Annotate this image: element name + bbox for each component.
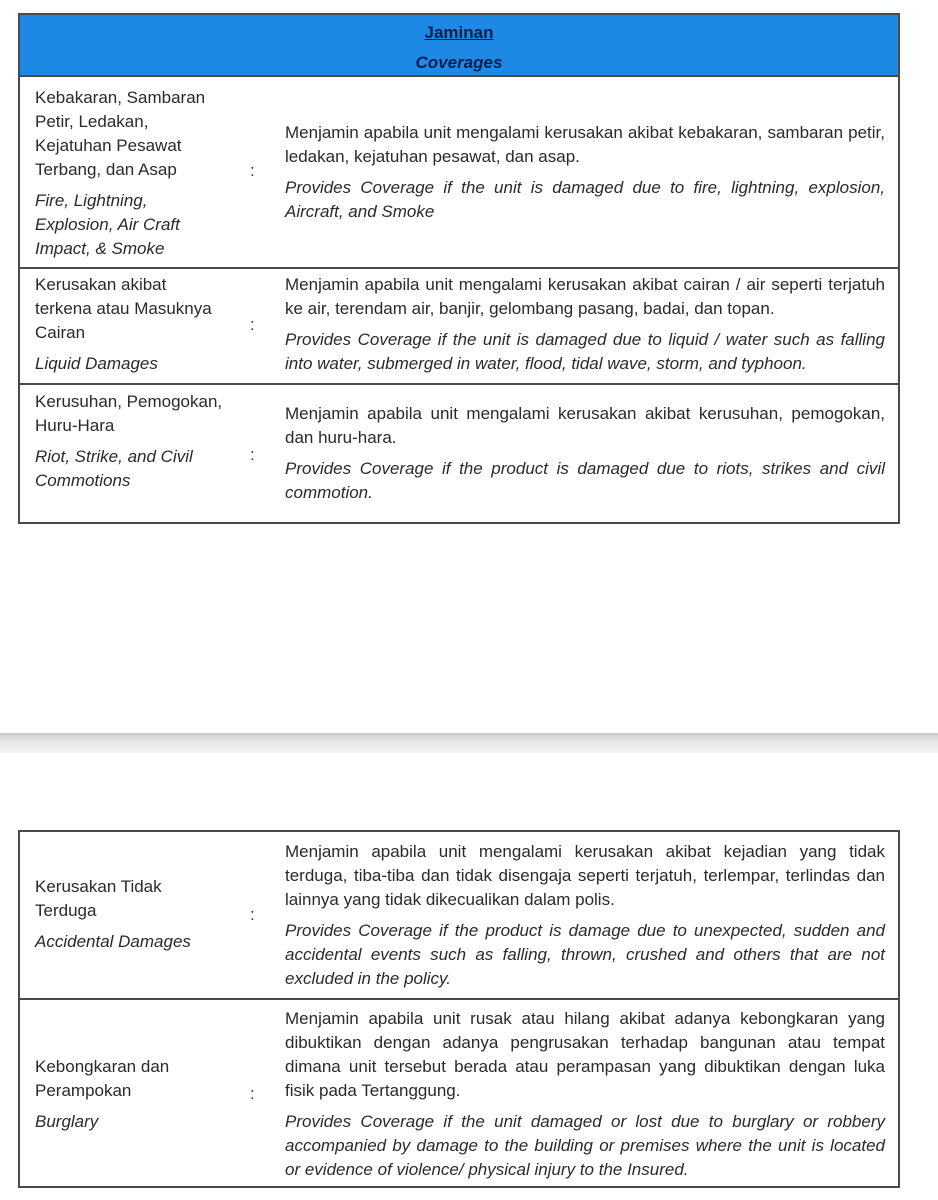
coverage-label xyxy=(35,390,225,493)
coverage-label xyxy=(35,86,225,261)
header-title-en: Coverages xyxy=(415,53,503,72)
separator-colon: : xyxy=(250,445,255,464)
coverage-label-id: Kebakaran, Sambaran Petir, Ledakan, Kejatuhan Pesawat Terbang, dan Asap xyxy=(35,88,206,179)
coverage-row-burglary xyxy=(20,998,898,1186)
coverage-description xyxy=(285,402,885,505)
coverage-row-accidental xyxy=(20,832,898,998)
coverage-label xyxy=(35,875,225,954)
coverage-desc-en: Provides Coverage if the unit is damaged due to liquid / water such as falling into water, submerged in water, flood, tidal wave, storm, and typhoon. xyxy=(285,330,885,373)
coverage-label-id: Kerusakan Tidak Terduga xyxy=(35,877,162,920)
coverage-label-en: Liquid Damages xyxy=(35,354,158,373)
coverage-desc-id: Menjamin apabila unit mengalami kerusakan akibat cairan / air seperti terjatuh ke air, terendam air, banjir, gelombang pasang, badai, dan topan. xyxy=(285,275,885,318)
coverage-description xyxy=(285,121,885,224)
coverage-label-en: Accidental Damages xyxy=(35,932,191,951)
coverage-description xyxy=(285,840,885,991)
coverage-label-en: Burglary xyxy=(35,1112,99,1131)
coverage-table-top xyxy=(18,13,900,524)
coverage-desc-en: Provides Coverage if the product is damage due to unexpected, sudden and accidental events such as falling, thrown, crushed and others that are not excluded in the policy. xyxy=(285,921,885,988)
coverage-row-fire xyxy=(20,77,898,267)
coverage-label-id: Kebongkaran dan Perampokan xyxy=(35,1057,170,1100)
coverage-description xyxy=(285,273,885,376)
coverage-desc-id: Menjamin apabila unit mengalami kerusakan akibat kebakaran, sambaran petir, ledakan, kejatuhan pesawat, dan asap. xyxy=(285,123,885,166)
coverage-table-bottom xyxy=(18,830,900,1188)
coverage-desc-en: Provides Coverage if the unit is damaged due to fire, lightning, explosion, Aircraft, and Smoke xyxy=(285,178,885,221)
coverage-label xyxy=(35,273,225,376)
page-divider xyxy=(0,733,938,753)
coverage-desc-id: Menjamin apabila unit mengalami kerusakan akibat kerusuhan, pemogokan, dan huru-hara. xyxy=(285,404,885,447)
separator-colon: : xyxy=(250,1084,255,1103)
separator-colon: : xyxy=(250,315,255,334)
separator-colon: : xyxy=(250,905,255,924)
coverage-desc-en: Provides Coverage if the unit damaged or lost due to burglary or robbery accompanied by damage to the building or premises where the unit is located or evidence of violence/ physical injury to the Insured. xyxy=(285,1112,885,1179)
coverage-label-en: Riot, Strike, and Civil Commotions xyxy=(35,447,193,490)
coverage-label-en: Fire, Lightning, Explosion, Air Craft Impact, & Smoke xyxy=(35,191,180,258)
table-header xyxy=(20,15,898,77)
coverage-desc-en: Provides Coverage if the product is damaged due to riots, strikes and civil commotion. xyxy=(285,459,885,502)
coverage-row-liquid xyxy=(20,267,898,383)
coverage-label xyxy=(35,1055,225,1134)
coverage-desc-id: Menjamin apabila unit rusak atau hilang akibat adanya kebongkaran yang dibuktikan dengan adanya pengrusakan terhadap bangunan atau tempat dimana unit tersebut berada atau perampasan yang dibuktikan dengan luka fisik pada Tertanggung. xyxy=(285,1009,885,1100)
coverage-label-id: Kerusuhan, Pemogokan, Huru-Hara xyxy=(35,392,223,435)
separator-colon: : xyxy=(250,161,255,180)
coverage-label-id: Kerusakan akibat terkena atau Masuknya Cairan xyxy=(35,275,212,342)
coverage-desc-id: Menjamin apabila unit mengalami kerusakan akibat kejadian yang tidak terduga, tiba-tiba dan tidak disengaja seperti terjatuh, terlempar, terlindas dan lainnya yang tidak dikecualikan dalam polis. xyxy=(285,842,885,909)
header-title-id: Jaminan xyxy=(424,23,494,42)
coverage-row-riot xyxy=(20,383,898,524)
coverage-description xyxy=(285,1007,885,1182)
